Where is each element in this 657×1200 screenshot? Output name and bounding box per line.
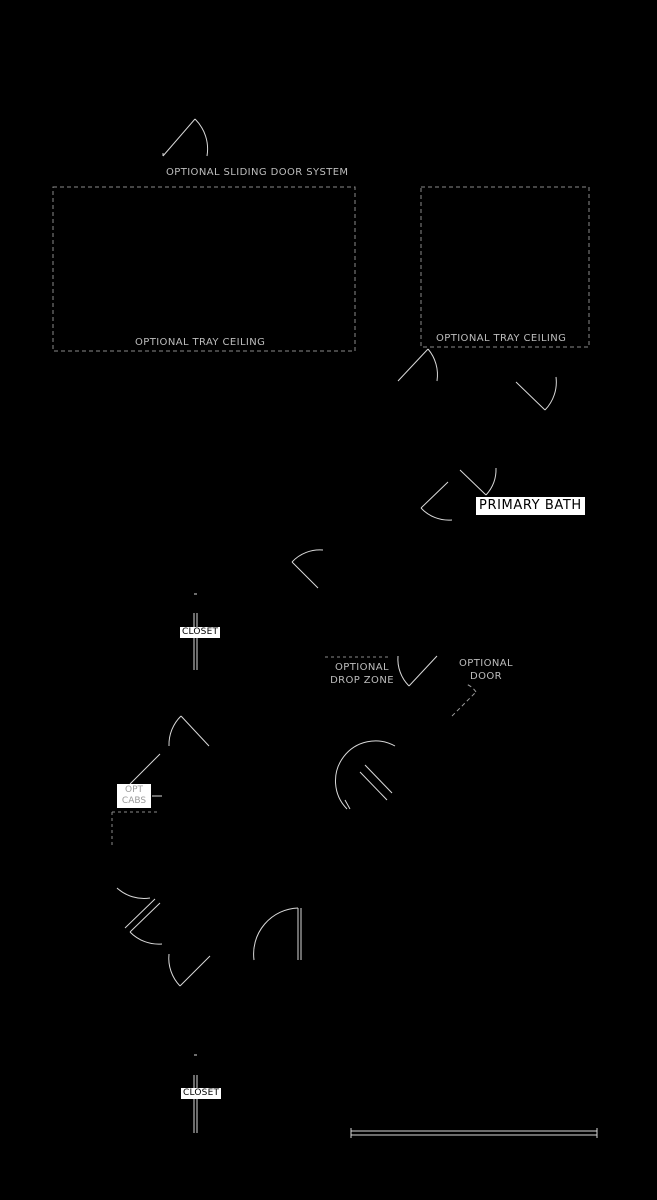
drop-zone-label-line1: OPTIONAL: [335, 662, 389, 673]
tray-ceiling-right-label: OPTIONAL TRAY CEILING: [436, 333, 567, 344]
primary-bath-label: PRIMARY BATH: [476, 497, 585, 515]
door-swing-closet-right: [516, 377, 556, 410]
door-swing-lower-center: [254, 908, 301, 960]
sliding-door-label: OPTIONAL SLIDING DOOR SYSTEM: [166, 167, 349, 178]
optional-door-label-line1: OPTIONAL: [459, 658, 513, 669]
opt-cabs-label: [117, 784, 151, 808]
tray-ceiling-left-label: OPTIONAL TRAY CEILING: [135, 337, 266, 348]
closet-lower-label: CLOSET: [183, 1088, 220, 1098]
door-swing-hall: [292, 550, 323, 588]
door-swing-double-center: [335, 741, 395, 809]
drop-zone-label-line2: DROP ZONE: [330, 675, 394, 686]
door-swing-garage: [169, 954, 210, 986]
door-swing-drop-zone: [398, 656, 437, 686]
door-swing-laundry: [169, 716, 209, 746]
optional-door-swing: [452, 684, 476, 716]
door-swing-primary-bath-upper: [460, 468, 496, 495]
opt-cabs-label-line2: CABS: [121, 796, 147, 806]
opt-cabs-label-line1: OPT: [124, 785, 143, 795]
optional-door-label-line2: DOOR: [470, 671, 502, 682]
optional-door-label: [452, 657, 520, 683]
door-swing-top: [163, 119, 208, 156]
tray-ceiling-right-outline: [421, 187, 589, 347]
door-swing-primary-bath-lower: [421, 482, 452, 520]
door-swing-double-lower-left: [117, 888, 162, 944]
door-swing-bedroom-right: [398, 349, 437, 381]
closet-upper-label: CLOSET: [182, 627, 219, 637]
drop-zone-label: [326, 661, 398, 687]
bottom-right-wall: [351, 1128, 597, 1138]
tray-ceiling-left-outline: [53, 187, 355, 351]
